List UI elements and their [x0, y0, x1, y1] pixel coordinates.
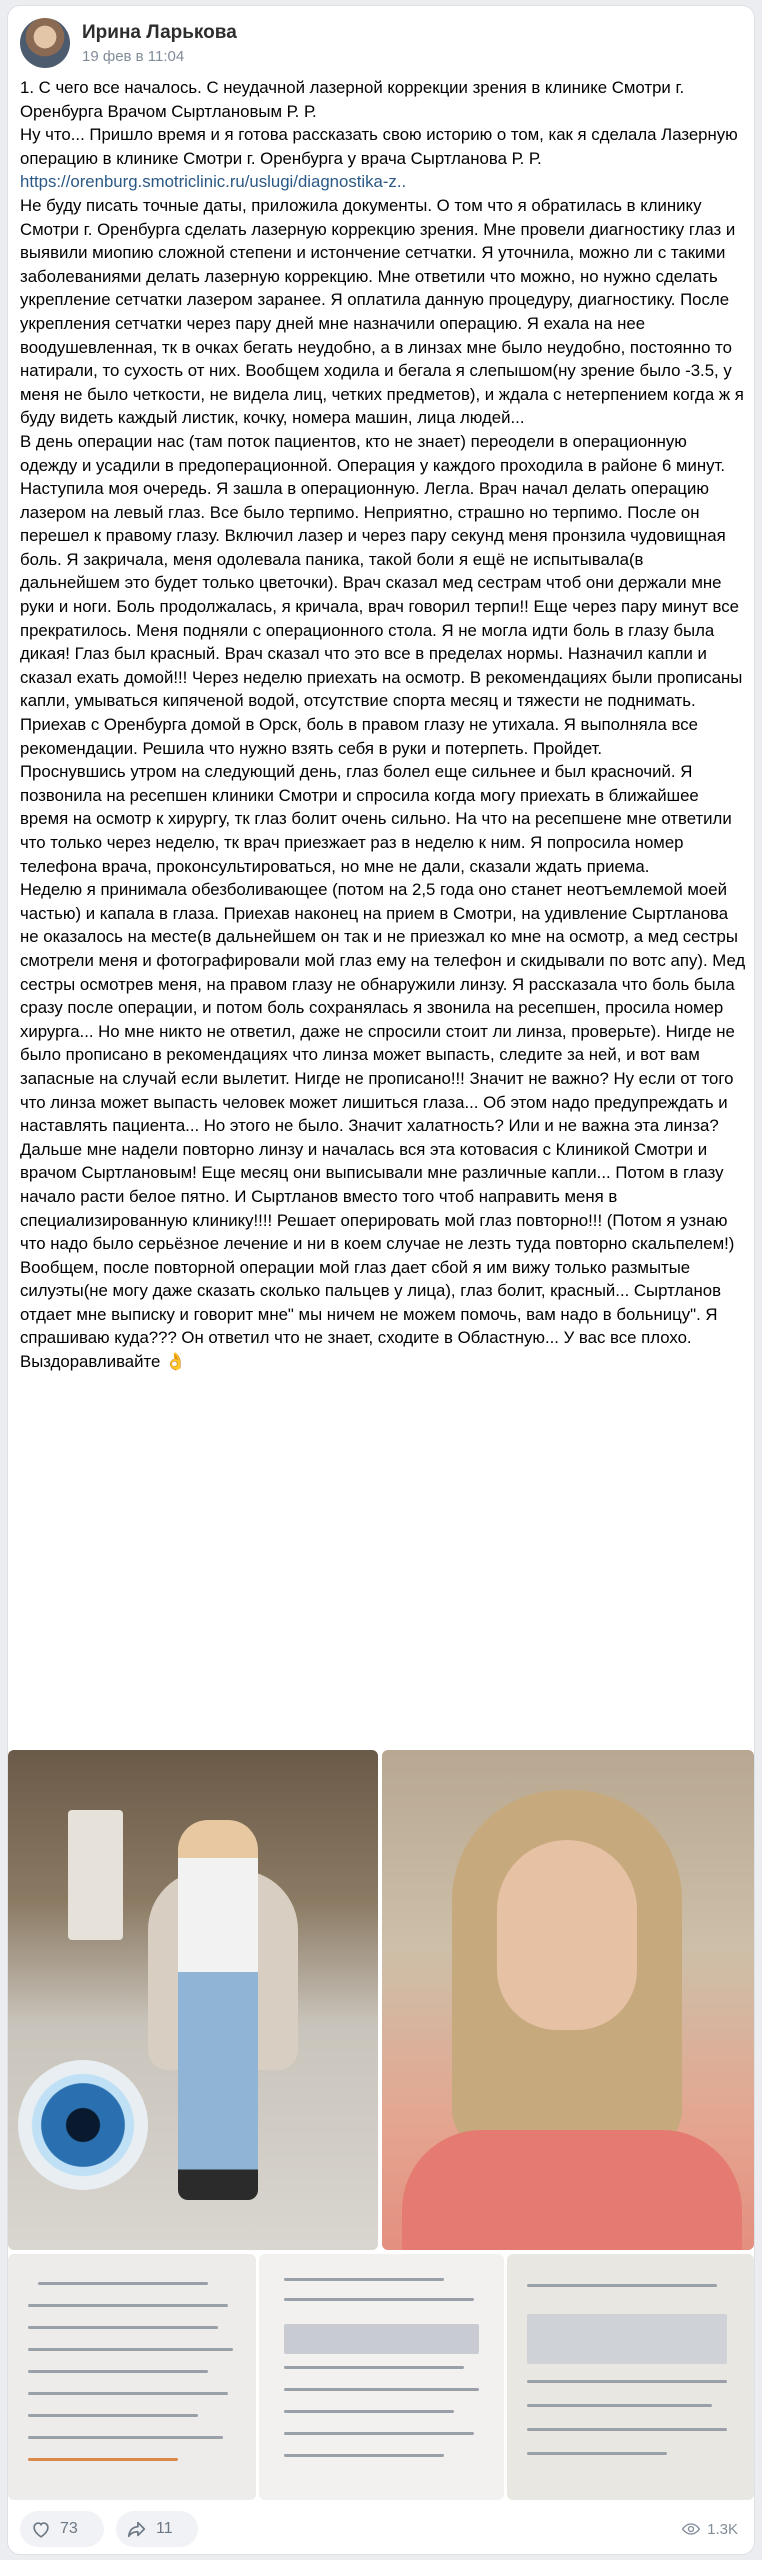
doc-line [527, 2404, 712, 2407]
heart-icon [30, 2518, 52, 2540]
doc-line [284, 2410, 454, 2413]
eye-icon [681, 2519, 701, 2539]
photo-document-1[interactable] [8, 2254, 256, 2500]
post-paragraph: В день операции нас (там поток пациентов, кто не знает) переодели в операционную одежду и усадили в предоперационной. Операция у каждого проходила в районе 6 минут. Наступила моя очередь. Я зашла в операционную. Легла. Врач начал делать операцию лазером на левый глаз. Все было терпимо. Неприятно, страшно но терпимо. После он перешел к правому глазу. Включил лазер и через пару секунд меня пронзила чудовищная боль. Я закричала, меня одолевала паника, такой боли я ещё не испытывала(в дальнейшем это будет только цветочки). Врач сказал мед сестрам чтоб они держали мне руки и ноги. Боль продолжалась, я кричала, врач говорил терпи!! Еще через пару минут все прекратилось. Меня подняли с операционного стола. Я не могла идти боль в глазу была дикая! Глаз был красный. Врач сказал что это все в пределах нормы. Назначил капли и сказал ехать домой!!! Через неделю приехать на осмотр. В рекомендациях были прописаны капли, умываться кипяченой водой, отсутствие спорта месяц и тяжести не поднимать. [20, 431, 743, 711]
post-paragraph: 1. С чего все началось. С неудачной лазерной коррекции зрения в клинике Смотри г. Оренбурга Врачом Сыртлановым Р. Р. [20, 78, 685, 121]
selfie-face [497, 1840, 637, 2030]
author-avatar[interactable] [20, 18, 70, 68]
doc-line [28, 2370, 208, 2373]
post-card [8, 6, 754, 2554]
post-footer [20, 2511, 742, 2549]
post-paragraph: Дальше мне надели повторно линзу и началась вся эта котовасия с Клиникой Смотри и врачом Сыртлановым! Еще месяц они выписывали мне различные капли... Потом в глазу начало расти белое пятно. И Сыртланов вместо того чтоб направить меня в специализированную клинику!!!! Решает оперировать мой глаз повторно!!! (Потом я узнаю что надо было серьёзное лечение и ни в коем случае не лезть туда повторно скальпелем!) Вообщем, после повторной операции мой глаз дает сбой я им вижу только размытые силуэты(не могу даже сказать сколько пальцев у лица), глаз болит, красный... Сыртланов отдает мне выписку и говорит мне" мы ничем не можем помочь, вам надо в больницу". Я спрашиваю куда??? Он ответил что не знает, сходите в Областную... У вас все плохо. Выздоравливайте 👌 [20, 1139, 735, 1372]
post-header [20, 18, 740, 70]
share-count: 11 [156, 2520, 173, 2537]
gym-wall-panel [68, 1810, 123, 1940]
doc-line [527, 2428, 727, 2431]
views-counter [681, 2519, 738, 2539]
post-paragraph: Не буду писать точные даты, приложила документы. О том что я обратилась в клинику Смотри г. Оренбурга сделать лазерную коррекцию зрения. Мне провели диагностику глаз и выявили миопию сложной степени и истончение сетчатки. Я уточнила, можно ли с такими заболеваниями делать лазерную коррекцию. Мне ответили что можно, но нужно сделать укрепление сетчатки лазером заранее. Я оплатила данную процедуру, диагностику. После укрепления сетчатки через пару дней мне назначили операцию. Я ехала на нее воодушевленная, тк в очках бегать неудобно, а в линзах мне было неудобно, постоянно то натирали, то сухость от них. Вообщем ходила и бегала я слепышом(ну зрение было -3.5, у меня не было четкости, не видела лиц, четких предметов), и ждала с нетерпением когда ж я буду видеть каждый листик, кочку, номера машин, лица людей... [20, 195, 744, 428]
like-count: 73 [60, 2520, 78, 2537]
doc-line [527, 2284, 717, 2287]
selfie-shirt [402, 2130, 742, 2250]
clinic-link[interactable]: https://orenburg.smotriclinic.ru/uslugi/diagnostika-z.. [20, 172, 407, 192]
photo-document-3[interactable] [507, 2254, 754, 2500]
post-paragraph: Проснувшись утром на следующий день, глаз болел еще сильнее и был красночий. Я позвонила на ресепшен клиники Смотри и спросила когда могу приехать в ближайшее время на осмотр к хирургу, тк глаз болит очень сильно. На что на ресепшене мне ответили что только через неделю, тк врач приезжает раз в неделю к ним. Я попросила номер телефона врача, проконсультироваться, но мне не дали, сказали ждать приема. [20, 762, 732, 876]
post-paragraph: Ну что... Пришло время и я готова рассказать свою историю о том, как я сделала Лазерную операцию в клинике Смотри г. Оренбурга у врача Сыртланова Р. Р. [20, 125, 738, 168]
photo-document-2[interactable] [259, 2254, 504, 2500]
doc-line [284, 2298, 474, 2301]
doc-diagram [527, 2314, 727, 2364]
doc-line [284, 2366, 464, 2369]
doc-line [527, 2452, 667, 2455]
post-paragraph: Неделю я принимала обезболивающее (потом на 2,5 года оно станет неотъемлемой моей частью) и капала в глаза. Приехав наконец на прием в Смотри, на удивление Сыртланова не оказалось на месте(в дальнейшем он так и не приезжал ко мне на осмотр, а мед сестры смотрели меня и фотографировали мой глаз ему на телефон и скидывали по вотс апу). Мед сестры осмотрев меня, на правом глазу не обнаружили линзу. Я рассказала что боль была сразу после операции, и потом боль сохранялась я звонила на ресепшен, просила номер хирурга... Но мне никто не ответил, даже не спросили стоит ли линза, проверьте). Нигде не было прописано в рекомендациях что линза может выпасть, следите за ней, и вот вам запасные на случай если вылетит. Нигде не прописано!!! Значит не важно? Ну если от того что линза может выпасть человек может лишиться глаза... Об этом надо предупреждать и наставлять пациента... Но этого не было. Значит халатность? Или и не важна эта линза? [20, 880, 746, 1136]
post-paragraph: Приехав с Оренбурга домой в Орск, боль в правом глазу не утихала. Я выполняла все рекомендации. Решила что нужно взять себя в руки и потерпеть. Пройдет. [20, 715, 698, 758]
person-figure [178, 1820, 258, 2200]
doc-line [284, 2278, 444, 2281]
doc-highlight-line [28, 2458, 178, 2461]
post-date[interactable]: 19 фев в 11:04 [82, 48, 185, 65]
share-button[interactable] [116, 2511, 198, 2547]
post-text [20, 76, 746, 1374]
like-button[interactable] [20, 2511, 104, 2547]
doc-line [28, 2414, 198, 2417]
eye-logo-icon [18, 2060, 148, 2190]
doc-table [284, 2324, 479, 2354]
photo-selfie[interactable] [382, 1750, 754, 2250]
doc-line [28, 2326, 218, 2329]
photo-gym[interactable] [8, 1750, 378, 2250]
doc-line [28, 2436, 223, 2439]
author-name[interactable]: Ирина Ларькова [82, 22, 237, 43]
doc-line [284, 2432, 474, 2435]
doc-line [28, 2348, 233, 2351]
share-icon [126, 2518, 148, 2540]
view-count: 1.3K [707, 2520, 738, 2538]
doc-line [527, 2380, 727, 2383]
doc-line [28, 2304, 228, 2307]
doc-line [284, 2454, 444, 2457]
doc-line [28, 2392, 228, 2395]
doc-line [284, 2388, 479, 2391]
doc-line [38, 2282, 208, 2285]
post-paragraph-with-link [20, 123, 746, 194]
